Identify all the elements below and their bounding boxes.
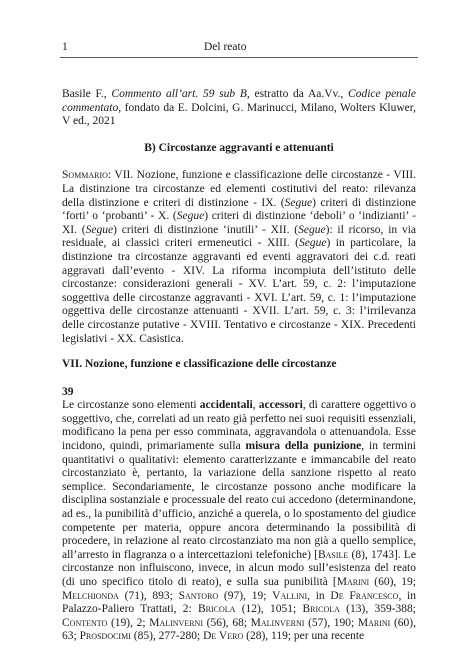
summary-text: : VII. Nozione, funzione e classificazione delle circostanze - VIII. La distinzione tra circostanze ed elementi costitutivi del reato: rilevanza della distinzione e criteri di distinzione - IX. ( xyxy=(62,169,416,209)
cited-author: Vallini xyxy=(272,589,308,602)
body-text: , in Palazzo-Paliero Trattati, 2: xyxy=(62,589,416,616)
bibliographic-reference xyxy=(62,88,416,129)
body-paragraph xyxy=(62,399,416,644)
cited-author: Marini xyxy=(357,616,391,629)
running-header xyxy=(62,41,416,57)
body-text: (8), 1743]. Le circostanze non influiscono, invece, in alcun modo sull’esistenza del reato (di uno specifico titolo di reato), e sulla sua punibilità [ xyxy=(62,548,416,588)
body-text: (13), 359-388; xyxy=(339,603,417,616)
cited-author: Marini xyxy=(336,576,370,588)
ref-publisher: , fondato da E. Dolcini, G. Marinucci, Milano, Wolters Kluwer, V ed., 2021 xyxy=(62,101,416,128)
summary-segue: Segue xyxy=(85,223,114,236)
subsection-title: VII. Nozione, funzione e classificazione delle circostanze xyxy=(62,358,337,371)
summary-segue: Segue xyxy=(176,210,205,223)
cited-author: Melchionda xyxy=(62,589,119,602)
cited-author: De Vero xyxy=(203,630,244,643)
cited-author: Santoro xyxy=(178,589,219,602)
page-content xyxy=(62,88,416,644)
body-text: , di carattere oggettivo o soggettivo, che, correlati ad un reato già perfetto nei suoi requisiti essenziali, modificano la pena per esso comminata, aggravandola o attenuandola. Esse incidono, quindi, primariamente sulla xyxy=(62,399,416,453)
body-text: (60), 63; xyxy=(62,616,417,643)
cited-author: Contento xyxy=(62,616,108,629)
cited-author: Prosdocimi xyxy=(79,630,131,643)
body-text: (57), 190; xyxy=(304,616,358,629)
cited-author: Malinverni xyxy=(149,616,203,629)
body-text: , xyxy=(252,399,259,412)
cited-author: Bricola xyxy=(198,603,236,616)
body-text: (85), 277-280; xyxy=(130,630,204,643)
body-text: (71), 893; xyxy=(118,589,179,602)
ref-text: , estratto da Aa.Vv., xyxy=(246,88,349,100)
ref-title-commentary: Commento all’art. 59 sub B xyxy=(111,88,247,100)
body-text: (97), 19; xyxy=(218,589,273,602)
paragraph-number: 39 xyxy=(62,385,74,398)
summary-text: ) criteri di distinzione ‘deboli’ o ‘indizianti’ - XI. ( xyxy=(62,210,416,236)
summary-text: ) in particolare, la distinzione tra circostanze aggravanti ed eventi aggravatori dei c.d. reati aggravati dall’evento - XIV. La riforma incompiuta dell’istituto delle circostanze: considerazioni generali - XV. L’art. 59, c. 2: l’imputazione soggettiva delle circostanze aggravanti - XVI. L’art. 59, c. 1: l’imputazione oggettiva delle circostanze attenuanti - XVII. L’art. 59, c. 3: l’irrilevanza delle circostanze putative - XVIII. Tentativo e circostanze - XIX. Precedenti legislativi - XX. Casistica. xyxy=(62,237,416,345)
cited-author: Malinverni xyxy=(250,616,305,629)
summary xyxy=(62,169,416,346)
summary-segue: Segue xyxy=(298,237,327,250)
body-text: (56), 68; xyxy=(203,616,251,629)
body-emphasis: misura della punizione xyxy=(245,440,362,453)
body-text: , in termini quantitativi o qualitativi: elemento caratterizzante e immancabile del reato circostanziato è, pertanto, la variazione della sanzione rispetto al reato semplice. Secondariamente, le circostanze possono anche modificare la disciplina sostanziale e processuale del reato cui accedono (determinandone, ad es., la punibilità d’ufficio, anziché a querela, o lo spostamento del giudice competente per materia, oppure ancora determinando la possibilità di procedere, in relazione al reato circostanziato ma non già a quello semplice, all’arresto in flagranza o a intercettazioni telefoniche) [ xyxy=(62,440,416,561)
summary-text: ) criteri di distinzione ‘forti’ o ‘probanti’ - X. ( xyxy=(62,196,416,223)
ref-author: Basile F., xyxy=(62,88,112,100)
summary-text: ): il ricorso, in via residuale, ai classici criteri ermeneutici - XIII. ( xyxy=(62,223,416,250)
body-text: , in xyxy=(307,589,331,602)
page-number: 1 xyxy=(62,41,68,53)
body-text: (60), 19; xyxy=(369,576,416,588)
body-emphasis: accidentali xyxy=(199,399,253,412)
summary-label: Sommario xyxy=(62,169,108,182)
body-text: (19), 2; xyxy=(107,616,150,629)
body-text: (12), 1051; xyxy=(235,603,303,616)
section-title: B) Circostanze aggravanti e attenuanti xyxy=(144,141,334,154)
summary-segue: Segue xyxy=(284,196,313,209)
summary-segue: Segue xyxy=(298,223,326,236)
body-emphasis: accessori xyxy=(258,399,303,412)
body-text: (28), 119; per una recente xyxy=(243,630,365,643)
header-rule xyxy=(60,57,418,58)
cited-author: De Francesco xyxy=(330,589,399,602)
body-text: Le circostanze sono elementi xyxy=(62,399,200,412)
summary-text: ) criteri di distinzione ‘inutili’ - XII. ( xyxy=(113,223,299,236)
cited-author: Bricola xyxy=(302,603,340,616)
cited-author: Basile xyxy=(317,548,349,561)
running-title: Del reato xyxy=(204,41,247,53)
ref-title-code: Codice penale commentato xyxy=(62,88,416,114)
